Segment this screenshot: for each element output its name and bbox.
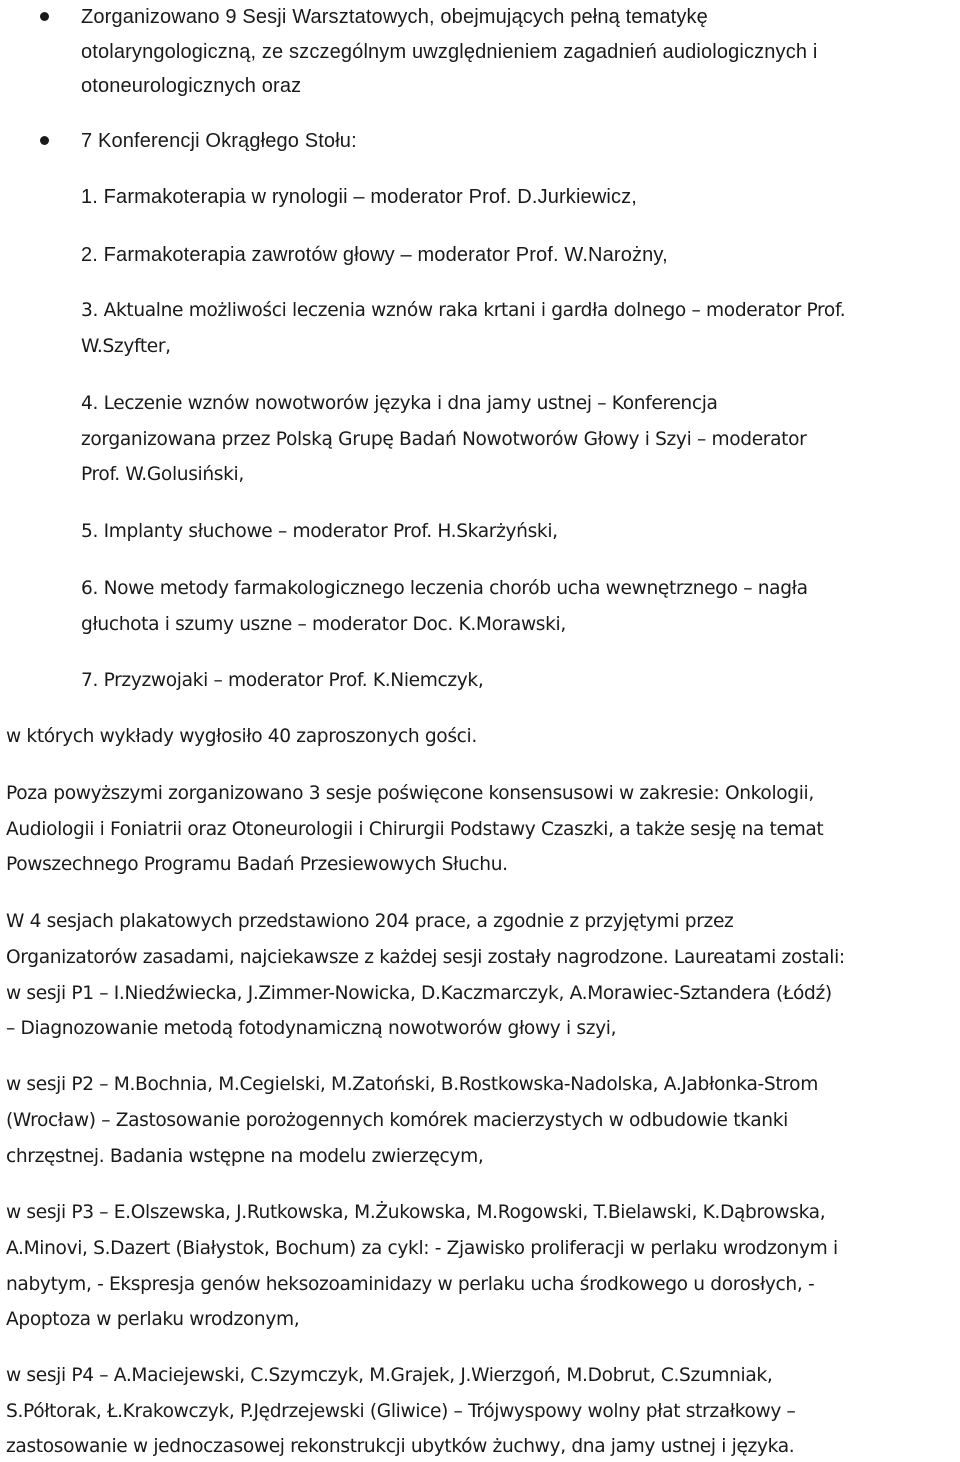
bullet-dot [40,136,49,145]
numbered-item-4-line-2: zorganizowana przez Polską Grupę Badań Nowotworów Głowy i Szyi – moderator [81,429,807,450]
paragraph-2-line-3: Powszechnego Programu Badań Przesiewowych Słuchu. [6,854,508,875]
numbered-item-4-line-1: 4. Leczenie wznów nowotworów języka i dna jamy ustnej – Konferencja [81,393,718,414]
numbered-item-1: 1. Farmakoterapia w rynologii – moderator Prof. D.Jurkiewicz, [81,186,638,208]
bullet-1-line-2: otolaryngologiczną, ze szczególnym uwzględnieniem zagadnień audiologicznych i [81,41,818,63]
numbered-item-6-line-2: głuchota i szumy uszne – moderator Doc. K.Morawski, [81,614,566,635]
paragraph-3-line-4: – Diagnozowanie metodą fotodynamiczną nowotworów głowy i szyi, [6,1018,617,1039]
paragraph-4-line-2: (Wrocław) – Zastosowanie porożogennych komórek macierzystych w odbudowie tkanki [6,1110,788,1131]
paragraph-5-line-3: nabytym, - Ekspresja genów heksozoaminidazy w perlaku ucha środkowego u dorosłych, - [6,1274,815,1295]
bullet-1-line-3: otoneurologicznych oraz [81,75,302,97]
paragraph-6-line-2: S.Półtorak, Ł.Krakowczyk, P.Jędrzejewski (Gliwice) – Trójwyspowy wolny płat strzałkowy – [6,1401,796,1422]
paragraph-5-line-2: A.Minovi, S.Dazert (Białystok, Bochum) za cykl: - Zjawisko proliferacji w perlaku wrodzonym i [6,1238,838,1259]
paragraph-5-line-4: Apoptoza w perlaku wrodzonym, [6,1309,300,1330]
paragraph-5-line-1: w sesji P3 – E.Olszewska, J.Rutkowska, M.Żukowska, M.Rogowski, T.Bielawski, K.Dąbrowska, [6,1202,826,1223]
numbered-item-4-line-3: Prof. W.Golusiński, [81,464,244,485]
paragraph-1-line-1: w których wykłady wygłosiło 40 zaproszonych gości. [6,726,477,747]
paragraph-6-line-3: zastosowanie w jednoczasowej rekonstrukcji ubytków żuchwy, dna jamy ustnej i języka. [6,1436,795,1457]
paragraph-3-line-3: w sesji P1 – I.Niedźwiecka, J.Zimmer-Nowicka, D.Kaczmarczyk, A.Morawiec-Sztandera (Łódź) [6,983,832,1004]
paragraph-4-line-3: chrzęstnej. Badania wstępne na modelu zwierzęcym, [6,1146,484,1167]
paragraph-3-line-2: Organizatorów zasadami, najciekawsze z każdej sesji zostały nagrodzone. Laureatami zostali: [6,947,845,968]
numbered-item-7: 7. Przyzwojaki – moderator Prof. K.Niemczyk, [81,670,484,691]
paragraph-4-line-1: w sesji P2 – M.Bochnia, M.Cegielski, M.Zatoński, B.Rostkowska-Nadolska, A.Jabłonka-Strom [6,1074,818,1095]
paragraph-6-line-1: w sesji P4 – A.Maciejewski, C.Szymczyk, M.Grajek, J.Wierzgoń, M.Dobrut, C.Szumniak, [6,1365,773,1386]
numbered-item-5: 5. Implanty słuchowe – moderator Prof. H.Skarżyński, [81,521,558,542]
bullet-dot [40,12,49,21]
bullet-1-line-1: Zorganizowano 9 Sesji Warsztatowych, obejmujących pełną tematykę [81,6,708,28]
paragraph-2-line-1: Poza powyższymi zorganizowano 3 sesje poświęcone konsensusowi w zakresie: Onkologii, [6,783,814,804]
numbered-item-6-line-1: 6. Nowe metody farmakologicznego leczenia chorób ucha wewnętrznego – nagła [81,578,808,599]
numbered-item-2: 2. Farmakoterapia zawrotów głowy – moderator Prof. W.Narożny, [81,244,668,266]
numbered-item-3-line-2: W.Szyfter, [81,336,171,357]
paragraph-2-line-2: Audiologii i Foniatrii oraz Otoneurologii i Chirurgii Podstawy Czaszki, a także sesję na temat [6,819,824,840]
bullet-2-line-1: 7 Konferencji Okrągłego Stołu: [81,130,357,152]
numbered-item-3-line-1: 3. Aktualne możliwości leczenia wznów raka krtani i gardła dolnego – moderator Prof. [81,300,846,321]
paragraph-3-line-1: W 4 sesjach plakatowych przedstawiono 204 prace, a zgodnie z przyjętymi przez [6,911,734,932]
